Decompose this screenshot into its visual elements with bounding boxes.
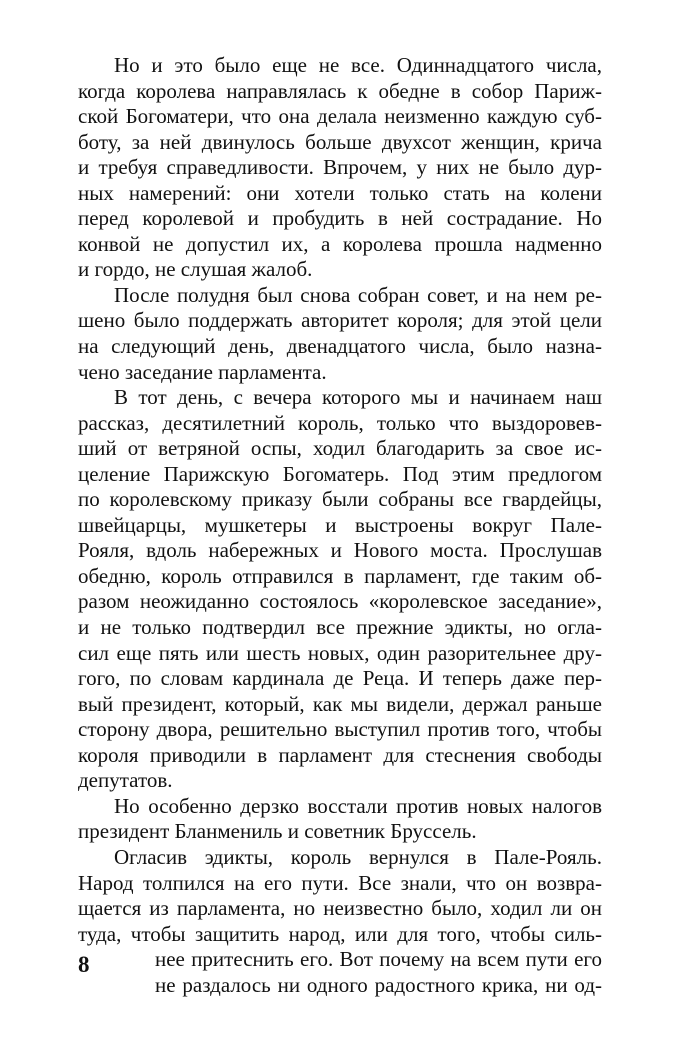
text-line: ных намерений: они хотели только стать на колени bbox=[78, 180, 602, 205]
text-line: перед королевой и пробудить в ней сострадание. Но bbox=[78, 206, 602, 231]
text-line: вый президент, который, как мы видели, держал раньше bbox=[78, 691, 602, 716]
text-line: сил еще пять или шесть новых, один разорительнее дру- bbox=[78, 640, 602, 665]
text-line: конвой не допустил их, а королева прошла надменно bbox=[78, 231, 602, 256]
body-text bbox=[78, 53, 602, 998]
paragraph bbox=[78, 283, 602, 385]
text-line: депутатов. bbox=[78, 768, 173, 793]
text-line: После полудня был снова собран совет, и на нем ре- bbox=[114, 282, 602, 307]
text-line: ший от ветряной оспы, ходил благодарить за свое ис- bbox=[78, 436, 602, 461]
text-line: целение Парижскую Богоматерь. Под этим предлогом bbox=[78, 461, 602, 486]
text-line: обедню, король отправился в парламент, где таким об- bbox=[78, 563, 602, 588]
text-line: не раздалось ни одного радостного крика, ни од- bbox=[155, 972, 602, 997]
paragraph bbox=[78, 385, 602, 794]
text-line: туда, чтобы защитить народ, или для того, чтобы силь- bbox=[78, 921, 602, 946]
text-line: гого, по словам кардинала де Реца. И теперь даже пер- bbox=[78, 666, 602, 691]
text-line: и не только подтвердил все прежние эдикты, но огла- bbox=[78, 615, 602, 640]
text-line: короля приводили в парламент для стеснения свободы bbox=[78, 742, 602, 767]
text-line: и требуя справедливости. Впрочем, у них не было дур- bbox=[78, 155, 602, 180]
text-line: Рояля, вдоль набережных и Нового моста. Прослушав bbox=[78, 538, 602, 563]
text-line: Но и это было еще не все. Одиннадцатого числа, bbox=[114, 53, 602, 77]
text-line: по королевскому приказу были собраны все гвардейцы, bbox=[78, 487, 602, 512]
text-line: и гордо, не слушая жалоб. bbox=[78, 257, 313, 282]
text-line: рассказ, десятилетний король, только что выздоровев- bbox=[78, 410, 602, 435]
text-line: швейцарцы, мушкетеры и выстроены вокруг Пале- bbox=[78, 512, 602, 537]
text-line: на следующий день, двенадцатого числа, было назна- bbox=[78, 334, 602, 359]
paragraph bbox=[78, 53, 602, 283]
text-line: Народ толпился на его пути. Все знали, что он возвра- bbox=[78, 870, 602, 895]
paragraph bbox=[78, 845, 602, 998]
text-line: В тот день, с вечера которого мы и начинаем наш bbox=[114, 385, 602, 410]
page-number: 8 bbox=[78, 952, 90, 977]
text-line: разом неожиданно состоялось «королевское заседание», bbox=[78, 589, 602, 614]
text-line: сторону двора, решительно выступил против того, чтобы bbox=[78, 717, 602, 742]
paragraph bbox=[78, 794, 602, 845]
text-line: шено было поддержать авторитет короля; для этой цели bbox=[78, 308, 602, 333]
text-line: ской Богоматери, что она делала неизменно каждую суб- bbox=[78, 104, 602, 129]
text-line: когда королева направлялась к обедне в собор Париж- bbox=[78, 78, 602, 103]
text-line: щается из парламента, но неизвестно было, ходил ли он bbox=[78, 896, 602, 921]
text-line: нее притеснить его. Вот почему на всем пути его bbox=[155, 947, 602, 972]
text-line: боту, за ней двинулось больше двухсот женщин, крича bbox=[78, 129, 602, 154]
text-line: чено заседание парламента. bbox=[78, 359, 327, 384]
text-line: президент Бланмениль и советник Бруссель. bbox=[78, 819, 477, 844]
text-line: Огласив эдикты, король вернулся в Пале-Рояль. bbox=[114, 844, 602, 869]
text-line: Но особенно дерзко восстали против новых налогов bbox=[114, 793, 602, 818]
